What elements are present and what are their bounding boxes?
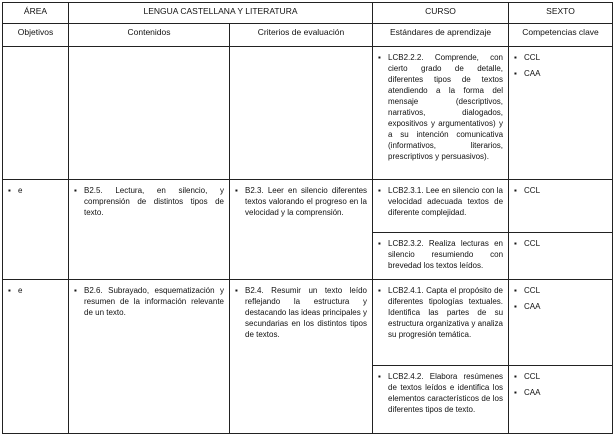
criterion-cell xyxy=(230,280,373,434)
criterion-text: ▪ B2.4. Resumir un texto leído reflejando la estructura y destacando las ideas principales y secundarias en los distintos tipos de textos. xyxy=(235,285,367,340)
course-value: SEXTO xyxy=(509,3,613,24)
competence-item: ▪ CAA xyxy=(514,301,607,312)
table-row xyxy=(3,180,613,233)
competence-item: ▪ CCL xyxy=(514,285,607,296)
criteria-header: Criterios de evaluación xyxy=(230,24,373,47)
competences-header: Competencias clave xyxy=(509,24,613,47)
objective-cell xyxy=(3,280,69,434)
table-row xyxy=(3,280,613,366)
criterion-text: ▪ B2.3. Leer en silencio diferentes textos valorando el progreso en la velocidad y la comprensión. xyxy=(235,185,367,218)
standard-cell xyxy=(373,280,509,366)
content-text: ▪ B2.6. Subrayado, esquematización y resumen de la información relevante de un texto. xyxy=(74,285,224,318)
standard-text: ▪ LCB2.2.2. Comprende, con cierto grado de detalle, diferentes tipos de textos atendiendo a la forma del mensaje (descriptivos, narrativos, dialogados, expositivos y argumentativos) y a su intención comunicativa (informativos, literarios, prescriptivos y persuasivos). xyxy=(378,52,503,162)
column-header-row xyxy=(3,24,613,47)
competence-item: ▪ CAA xyxy=(514,68,607,79)
standard-text: ▪ LCB2.4.1. Capta el propósito de diferentes tipologías textuales. Identifica las partes de su estructura organizativa y analiza su progresión temática. xyxy=(378,285,503,340)
objective-cell xyxy=(3,47,69,180)
competence-item: ▪ CCL xyxy=(514,185,607,196)
standard-text: ▪ LCB2.3.1. Lee en silencio con la velocidad adecuada textos de diferente complejidad. xyxy=(378,185,503,218)
course-label: CURSO xyxy=(373,3,509,24)
competences-cell xyxy=(509,47,613,180)
standard-cell xyxy=(373,47,509,180)
header-row xyxy=(3,3,613,24)
competence-item: ▪ CCL xyxy=(514,371,607,382)
table-row xyxy=(3,47,613,180)
competences-cell xyxy=(509,180,613,233)
competences-cell xyxy=(509,366,613,434)
objective-cell xyxy=(3,180,69,280)
contents-header: Contenidos xyxy=(69,24,230,47)
content-cell xyxy=(69,280,230,434)
criterion-cell xyxy=(230,47,373,180)
criterion-cell xyxy=(230,180,373,280)
curriculum-table xyxy=(2,2,613,434)
subject-title: LENGUA CASTELLANA Y LITERATURA xyxy=(69,3,373,24)
objective-text: ▪ e xyxy=(8,285,63,296)
standard-text: ▪ LCB2.4.2. Elabora resúmenes de textos leídos e identifica los elementos característicos de los diferentes tipos de texto. xyxy=(378,371,503,415)
standard-cell xyxy=(373,366,509,434)
competence-item: ▪ CCL xyxy=(514,238,607,249)
standard-cell xyxy=(373,180,509,233)
competences-cell xyxy=(509,233,613,280)
content-cell xyxy=(69,180,230,280)
content-text: ▪ B2.5. Lectura, en silencio, y comprensión de distintos tipos de texto. xyxy=(74,185,224,218)
standard-cell xyxy=(373,233,509,280)
objective-text: ▪ e xyxy=(8,185,63,196)
area-label: ÁREA xyxy=(3,3,69,24)
standard-text: ▪ LCB2.3.2. Realiza lecturas en silencio resumiendo con brevedad los textos leídos. xyxy=(378,238,503,271)
competence-item: ▪ CAA xyxy=(514,387,607,398)
competence-item: ▪ CCL xyxy=(514,52,607,63)
competences-cell xyxy=(509,280,613,366)
standards-header: Estándares de aprendizaje xyxy=(373,24,509,47)
content-cell xyxy=(69,47,230,180)
objectives-header: Objetivos xyxy=(3,24,69,47)
